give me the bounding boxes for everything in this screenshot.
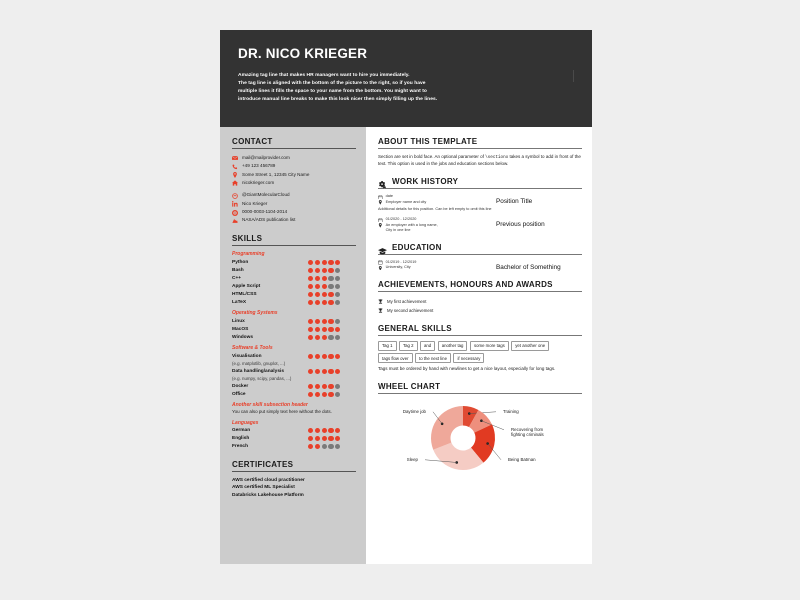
contact-item-phone[interactable] bbox=[232, 162, 356, 170]
wheel-slice-label: Being Batman bbox=[508, 456, 536, 462]
work-history-title-text: WORK HISTORY bbox=[392, 177, 459, 187]
contact-item-website[interactable] bbox=[232, 179, 356, 187]
cv-body bbox=[220, 127, 592, 564]
skill-label: Office bbox=[232, 391, 246, 397]
contact-item-ads[interactable] bbox=[232, 217, 356, 225]
achievement-text: My second achievement bbox=[387, 307, 434, 313]
skills-group-extra bbox=[232, 402, 356, 416]
contact-item-orcid[interactable] bbox=[232, 208, 356, 216]
skill-rating bbox=[308, 276, 356, 281]
skill-item bbox=[232, 427, 356, 435]
skill-label: Data handling/analysis bbox=[232, 368, 284, 374]
skill-dot bbox=[315, 292, 320, 297]
map-pin-icon bbox=[378, 200, 383, 205]
skill-rating bbox=[308, 436, 356, 441]
work-entry-meta bbox=[378, 217, 496, 234]
education-entry-place-row bbox=[378, 265, 496, 271]
skill-dot bbox=[328, 327, 333, 332]
certificate-item: AWS certified ML Specialist bbox=[232, 485, 295, 491]
skill-rating bbox=[308, 268, 356, 273]
skill-dot bbox=[335, 276, 340, 281]
work-entry-employer-row bbox=[378, 223, 496, 234]
skill-dot bbox=[322, 276, 327, 281]
skill-dot bbox=[328, 319, 333, 324]
skill-dot bbox=[328, 392, 333, 397]
education-entry-meta bbox=[378, 260, 496, 271]
skills-subheader: Operating Systems bbox=[232, 310, 278, 317]
skill-item bbox=[232, 274, 356, 282]
achievement-item bbox=[378, 306, 582, 315]
work-entry-employer: Employer name and city bbox=[385, 199, 427, 204]
skill-label: Linux bbox=[232, 318, 245, 324]
wheel-slice-marker bbox=[480, 419, 483, 422]
skill-label: Bash bbox=[232, 267, 244, 273]
education-title-text: EDUCATION bbox=[392, 242, 442, 252]
skill-dot bbox=[315, 327, 320, 332]
skill-dot bbox=[308, 268, 313, 273]
skill-dot bbox=[322, 436, 327, 441]
skill-dot bbox=[335, 284, 340, 289]
calendar-icon bbox=[378, 195, 383, 200]
skill-tag[interactable]: yet another one bbox=[511, 341, 549, 351]
skill-tag[interactable]: another tag bbox=[438, 341, 468, 351]
contact-orcid-text: 0000-0003-1104-2014 bbox=[242, 209, 288, 215]
education-section-title bbox=[378, 243, 582, 255]
skill-dot bbox=[328, 276, 333, 281]
skill-label: LaTeX bbox=[232, 299, 247, 305]
skill-dot bbox=[335, 292, 340, 297]
skill-dot bbox=[308, 354, 313, 359]
skills-group-languages bbox=[232, 420, 356, 451]
skill-dot bbox=[308, 292, 313, 297]
skill-dot bbox=[315, 354, 320, 359]
skill-tag[interactable]: and bbox=[420, 341, 435, 351]
skill-dot bbox=[308, 260, 313, 265]
skill-dot bbox=[322, 384, 327, 389]
wheel-slice-label: Training bbox=[503, 408, 519, 414]
skills-group-software bbox=[232, 345, 356, 398]
gears-icon bbox=[378, 177, 387, 186]
skill-label: Apple Script bbox=[232, 283, 261, 289]
skill-dot bbox=[322, 300, 327, 305]
skill-item bbox=[232, 333, 356, 341]
skill-label: English bbox=[232, 436, 250, 442]
skill-tag[interactable]: if necessary bbox=[453, 353, 484, 363]
skill-dot bbox=[315, 428, 320, 433]
cv-page bbox=[220, 30, 592, 564]
map-pin-icon bbox=[378, 223, 383, 228]
skill-dot bbox=[335, 384, 340, 389]
work-entry-employer-line1: An employer with a long name, bbox=[385, 222, 438, 227]
skill-tag[interactable]: to the next line bbox=[415, 353, 451, 363]
skills-subheader: Languages bbox=[232, 419, 259, 426]
skill-item bbox=[232, 443, 356, 451]
tagline-line: introduce manual line breaks to make this look nicer then simply filling up the lines. bbox=[238, 96, 438, 102]
contact-section-title: CONTACT bbox=[232, 137, 356, 149]
skill-dot bbox=[322, 327, 327, 332]
skill-rating bbox=[308, 354, 356, 359]
wheel-chart-section-title: WHEEL CHART bbox=[378, 382, 582, 394]
skill-rating bbox=[308, 327, 356, 332]
skill-dot bbox=[308, 276, 313, 281]
skill-dot bbox=[322, 428, 327, 433]
skill-label: Python bbox=[232, 259, 249, 265]
contact-item-email[interactable] bbox=[232, 154, 356, 162]
skills-extra-text: You can also put simply text here without the dots. bbox=[232, 409, 332, 415]
general-skills-note: Tags must be ordered by hand with newlines to get a nice layout, especially for long tags. bbox=[378, 366, 556, 372]
tagline-line: The tag line is aligned with the bottom of the picture to the right, so if you have bbox=[238, 80, 426, 86]
contact-mastodon-text: @GiantMolecularCloud bbox=[242, 192, 290, 198]
skill-dot bbox=[308, 300, 313, 305]
skill-dot bbox=[322, 319, 327, 324]
work-entry-title: Previous position bbox=[496, 221, 545, 229]
skill-dot bbox=[308, 319, 313, 324]
photo-placeholder bbox=[573, 70, 574, 82]
skill-rating bbox=[308, 284, 356, 289]
skill-dot bbox=[335, 428, 340, 433]
about-code-snippet: \sectionx bbox=[485, 155, 509, 160]
skill-dot bbox=[328, 268, 333, 273]
skill-dot bbox=[328, 428, 333, 433]
tagline-line: multiple lines it fills the space to your name from the bottom. You might want to bbox=[238, 88, 427, 94]
skill-rating bbox=[308, 300, 356, 305]
skill-dot bbox=[335, 319, 340, 324]
skill-rating bbox=[308, 319, 356, 324]
skill-label: Visualisation bbox=[232, 353, 262, 359]
achievement-text: My first achievement bbox=[387, 298, 427, 304]
education-entry-date: 01/2019 - 12/2019 bbox=[385, 259, 417, 264]
home-icon bbox=[232, 180, 238, 186]
skill-tag[interactable]: Tag 2 bbox=[399, 341, 418, 351]
skill-dot bbox=[322, 369, 327, 374]
skill-rating bbox=[308, 384, 356, 389]
about-text-after: takes a symbol to add in front of the text. This option is used in the jobs and education sections below. bbox=[378, 154, 581, 167]
skill-rating bbox=[308, 428, 356, 433]
skill-dot bbox=[322, 354, 327, 359]
skill-dot bbox=[315, 436, 320, 441]
work-entry-date: date bbox=[385, 194, 393, 199]
skill-item bbox=[232, 298, 356, 306]
skill-dot bbox=[315, 268, 320, 273]
work-entry-meta bbox=[378, 194, 496, 205]
skill-dot bbox=[335, 335, 340, 340]
skill-label: German bbox=[232, 428, 251, 434]
skill-dot bbox=[315, 260, 320, 265]
work-entry-date: 01/2020 - 12/2020 bbox=[385, 217, 417, 222]
skill-dot bbox=[322, 335, 327, 340]
skill-dot bbox=[335, 268, 340, 273]
skill-item bbox=[232, 367, 356, 375]
work-history-entry bbox=[378, 217, 582, 234]
tagline-line: Amazing tag line that makes HR managers want to hire you immediately. bbox=[238, 73, 410, 78]
trophy-icon bbox=[378, 299, 383, 304]
skill-dot bbox=[315, 300, 320, 305]
linkedin-icon bbox=[232, 201, 238, 207]
education-entry bbox=[378, 260, 582, 271]
about-text-before: Section are set in bold face. An optional parameter of bbox=[378, 154, 486, 159]
skill-sublabel: (e.g. matplotlib, gnuplot, ...) bbox=[232, 361, 286, 367]
skills-group-programming bbox=[232, 251, 356, 306]
achievements-section-title: ACHIEVEMENTS, HONOURS AND AWARDS bbox=[378, 280, 582, 292]
page-title: DR. NICO KRIEGER bbox=[238, 46, 368, 61]
skill-item bbox=[232, 325, 356, 333]
skill-label: French bbox=[232, 444, 248, 450]
contact-ads-text: NASA/ADS publication list bbox=[242, 217, 296, 223]
wheel-chart bbox=[378, 399, 582, 479]
work-history-section-title bbox=[378, 177, 582, 189]
skill-dot bbox=[315, 276, 320, 281]
wheel-slice-label: Sleep bbox=[406, 456, 418, 462]
skill-item bbox=[232, 282, 356, 290]
skill-rating bbox=[308, 392, 356, 397]
wheel-slice-label: Recovering from fighting criminals bbox=[511, 426, 544, 438]
map-pin-icon bbox=[232, 172, 238, 178]
skill-dot bbox=[315, 335, 320, 340]
skill-dot bbox=[328, 335, 333, 340]
skill-label: Docker bbox=[232, 383, 249, 389]
skill-dot bbox=[308, 335, 313, 340]
contact-item-mastodon[interactable] bbox=[232, 192, 356, 200]
skill-dot bbox=[335, 369, 340, 374]
work-entry-employer bbox=[386, 223, 438, 234]
skill-dot bbox=[315, 384, 320, 389]
work-history-entry bbox=[378, 194, 582, 205]
phone-icon bbox=[232, 164, 238, 170]
skill-dot bbox=[328, 444, 333, 449]
contact-list-primary bbox=[232, 154, 356, 225]
skill-dot bbox=[308, 428, 313, 433]
skill-item bbox=[232, 352, 356, 360]
skill-dot bbox=[322, 392, 327, 397]
skill-sublabel: (e.g. numpy, scipy, pandas, ...) bbox=[232, 376, 292, 382]
skill-dot bbox=[308, 392, 313, 397]
about-section-title: ABOUT THIS TEMPLATE bbox=[378, 137, 582, 149]
skill-dot bbox=[322, 292, 327, 297]
certificate-item: Databricks Lakehouse Platform bbox=[232, 493, 304, 499]
skill-item bbox=[232, 435, 356, 443]
skill-dot bbox=[315, 392, 320, 397]
nasa-ads-icon bbox=[232, 218, 238, 224]
skill-dot bbox=[335, 444, 340, 449]
skill-dot bbox=[328, 260, 333, 265]
skill-dot bbox=[335, 392, 340, 397]
skills-subheader: Software & Tools bbox=[232, 345, 273, 352]
skill-dot bbox=[335, 300, 340, 305]
skill-dot bbox=[328, 384, 333, 389]
skill-tag[interactable]: some more tags bbox=[470, 341, 509, 351]
orcid-icon bbox=[232, 210, 238, 216]
skill-rating bbox=[308, 369, 356, 374]
calendar-icon bbox=[378, 260, 383, 265]
skill-tag[interactable]: Tag 1 bbox=[378, 341, 397, 351]
skills-group-os bbox=[232, 310, 356, 341]
skill-dot bbox=[328, 354, 333, 359]
certificates-section-title: CERTIFICATES bbox=[232, 460, 356, 472]
skill-item bbox=[232, 290, 356, 298]
wheel-chart-svg bbox=[378, 399, 588, 477]
skill-rating bbox=[308, 292, 356, 297]
cv-main-column bbox=[366, 127, 592, 564]
skill-dot bbox=[315, 369, 320, 374]
wheel-slice[interactable] bbox=[431, 406, 463, 450]
tag-list bbox=[378, 341, 582, 364]
skill-dot bbox=[308, 369, 313, 374]
education-entry-place: University, City bbox=[385, 265, 411, 270]
work-entry-detail: Additional details for this position. Can be left empty to omit this line bbox=[378, 207, 492, 212]
graduation-cap-icon bbox=[378, 243, 387, 252]
skill-rating bbox=[308, 444, 356, 449]
skills-section-title: SKILLS bbox=[232, 234, 356, 246]
contact-phone-text: +49 123 456789 bbox=[242, 163, 276, 169]
about-paragraph bbox=[378, 154, 582, 168]
skill-dot bbox=[328, 284, 333, 289]
contact-item-linkedin[interactable] bbox=[232, 200, 356, 208]
map-pin-icon bbox=[378, 266, 383, 271]
contact-address-text: Some Street 1, 12345 City Name bbox=[242, 171, 310, 177]
skill-dot bbox=[322, 284, 327, 289]
skill-item bbox=[232, 258, 356, 266]
education-entry-title: Bachelor of Something bbox=[496, 263, 561, 271]
envelope-icon bbox=[232, 155, 238, 161]
trophy-icon bbox=[378, 308, 383, 313]
skills-subheader: Programming bbox=[232, 251, 265, 258]
skill-rating bbox=[308, 260, 356, 265]
skill-label: MacOS bbox=[232, 326, 249, 332]
skill-dot bbox=[315, 284, 320, 289]
cv-sidebar bbox=[220, 127, 366, 564]
cv-header bbox=[220, 30, 592, 127]
skill-dot bbox=[328, 300, 333, 305]
contact-linkedin-text: Nico Krieger bbox=[242, 200, 268, 206]
work-entry-employer-line2: City in one line bbox=[385, 228, 411, 233]
calendar-icon bbox=[378, 218, 383, 223]
achievement-item bbox=[378, 297, 582, 306]
skill-dot bbox=[308, 436, 313, 441]
skill-dot bbox=[308, 384, 313, 389]
skill-label: C++ bbox=[232, 275, 242, 281]
skill-item bbox=[232, 317, 356, 325]
skill-dot bbox=[322, 268, 327, 273]
mastodon-icon bbox=[232, 193, 238, 199]
work-entry-title: Position Title bbox=[496, 198, 533, 206]
general-skills-section-title: GENERAL SKILLS bbox=[378, 324, 582, 336]
skill-dot bbox=[328, 292, 333, 297]
skill-dot bbox=[322, 260, 327, 265]
skill-dot bbox=[322, 444, 327, 449]
header-tagline bbox=[238, 72, 538, 104]
certificate-item: AWS certified cloud practitioner bbox=[232, 477, 305, 483]
skill-rating bbox=[308, 335, 356, 340]
skill-dot bbox=[308, 327, 313, 332]
skill-item bbox=[232, 382, 356, 390]
contact-item-address bbox=[232, 171, 356, 179]
skill-item bbox=[232, 390, 356, 398]
skill-dot bbox=[315, 319, 320, 324]
skill-dot bbox=[335, 260, 340, 265]
contact-email-text: mail@mailprovider.com bbox=[242, 154, 290, 160]
wheel-slice-label: Daytime job bbox=[402, 408, 426, 414]
skill-dot bbox=[308, 284, 313, 289]
work-entry-employer-row bbox=[378, 200, 496, 206]
skill-dot bbox=[328, 369, 333, 374]
skills-subheader-extra: Another skill subsection header bbox=[232, 402, 308, 409]
skill-dot bbox=[335, 327, 340, 332]
skill-tag[interactable]: tags flow over bbox=[378, 353, 413, 363]
skill-label: Windows bbox=[232, 334, 254, 340]
contact-website-text: nicokrieger.com bbox=[242, 179, 275, 185]
skill-item bbox=[232, 266, 356, 274]
skill-dot bbox=[308, 444, 313, 449]
skill-dot bbox=[335, 354, 340, 359]
skill-label: HTML/CSS bbox=[232, 291, 257, 297]
skill-dot bbox=[335, 436, 340, 441]
skill-dot bbox=[328, 436, 333, 441]
skill-dot bbox=[315, 444, 320, 449]
